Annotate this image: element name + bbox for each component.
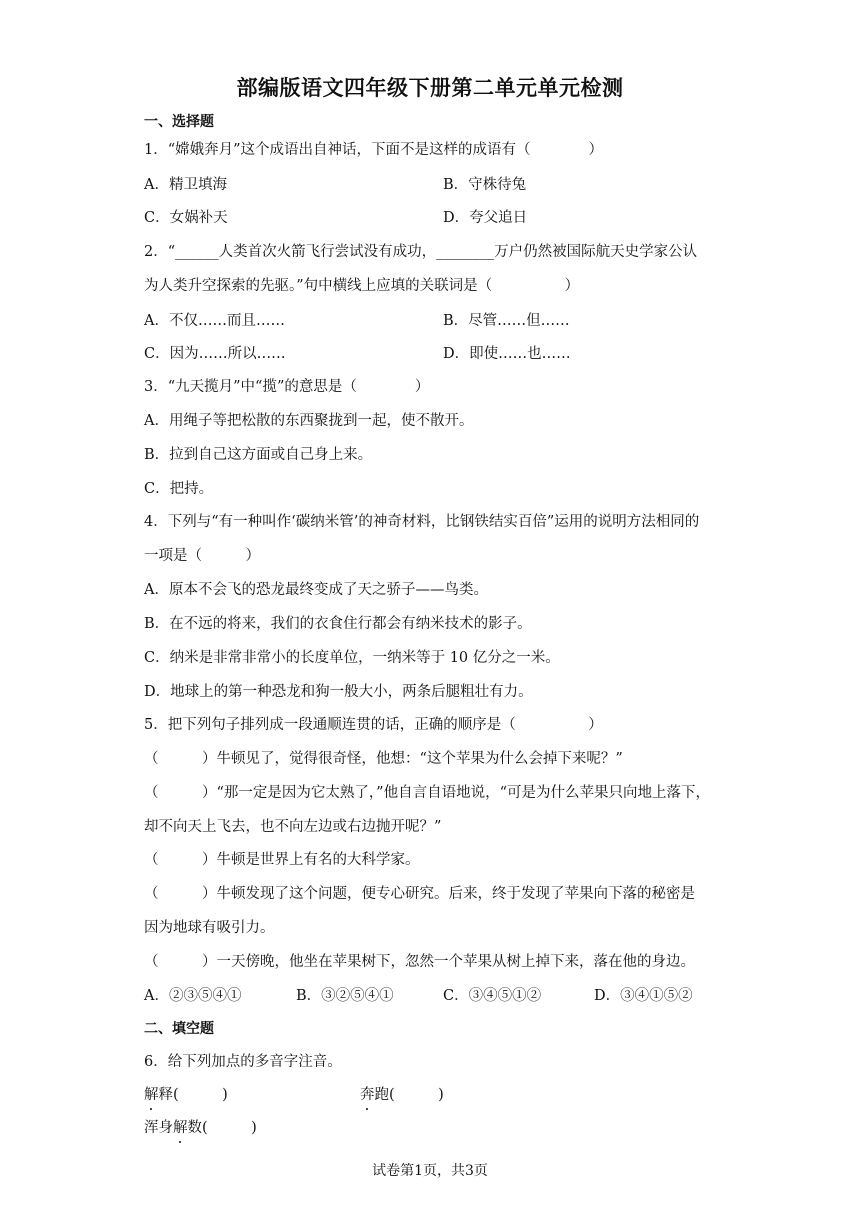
question-6-stem: 6．给下列加点的多音字注音。 [144, 1054, 342, 1070]
question-1-option-c: C．女娲补天 [144, 210, 228, 226]
question-5-option-d: D．③④①⑤② [594, 988, 693, 1004]
question-5-sentence-2-line2: 却不向天上飞去，也不向左边或右边抛开呢？” [144, 819, 442, 835]
question-6-item-1 [144, 1085, 228, 1105]
question-5-sentence-3: （ ）牛顿是世界上有名的大科学家。 [144, 852, 420, 868]
question-4-option-a: A．原本不会飞的恐龙最终变成了天之骄子——鸟类。 [144, 582, 488, 598]
question-3-option-c: C．把持。 [144, 481, 214, 497]
question-5-sentence-4-line1: （ ）牛顿发现了这个问题，便专心研究。后来，终于发现了苹果向下落的秘密是 [144, 886, 695, 902]
question-1-option-a: A．精卫填海 [144, 177, 227, 193]
dotted-char: 解 [144, 1087, 159, 1103]
question-2-stem-line2: 为人类升空探索的先驱。”句中横线上应填的关联词是（ ） [144, 278, 580, 294]
item-prefix: 浑身 [144, 1120, 173, 1136]
question-4-stem-line1: 4．下列与“有一种叫作‘碳纳米管’的神奇材料，比钢铁结实百倍”运用的说明方法相同的 [144, 514, 700, 530]
question-5-sentence-1: （ ）牛顿见了，觉得很奇怪，他想：“这个苹果为什么会掉下来呢？” [144, 751, 623, 767]
page-title: 部编版语文四年级下册第二单元单元检测 [236, 76, 624, 100]
question-2-stem-line1: 2．“______人类首次火箭飞行尝试没有成功，________万户仍然被国际航天史学家公认 [144, 244, 698, 260]
page-footer: 试卷第1页，共3页 [372, 1163, 488, 1179]
dotted-char: 奔 [360, 1087, 375, 1103]
question-2-option-d: D．即使……也…… [443, 346, 571, 362]
question-5-sentence-5: （ ）一天傍晚，他坐在苹果树下，忽然一个苹果从树上掉下来，落在他的身边。 [144, 954, 695, 970]
question-5-sentence-2-line1: （ ）“那一定是因为它太熟了，”他自言自语地说，“可是为什么苹果只向地上落下， [144, 785, 710, 801]
item-text: 数( ) [187, 1120, 257, 1136]
question-2-option-b: B．尽管……但…… [443, 313, 570, 329]
question-2-option-c: C．因为……所以…… [144, 346, 286, 362]
question-3-stem: 3．“九天揽月”中“揽”的意思是（ ） [144, 379, 430, 395]
question-3-option-b: B．拉到自己这方面或自己身上来。 [144, 447, 373, 463]
section-heading-fill: 二、填空题 [144, 1021, 214, 1037]
section-heading-choice: 一、选择题 [144, 114, 214, 130]
question-1-stem: 1．“嫦娥奔月”这个成语出自神话，下面不是这样的成语有（ ） [144, 142, 604, 158]
item-text: 释( ) [158, 1087, 228, 1103]
question-5-stem: 5．把下列句子排列成一段通顺连贯的话，正确的顺序是（ ） [144, 717, 603, 733]
question-5-option-a: A．②③⑤④① [144, 988, 242, 1004]
dotted-char: 解 [173, 1120, 188, 1136]
question-4-option-c: C．纳米是非常非常小的长度单位，一纳米等于 10 亿分之一米。 [144, 650, 560, 666]
question-3-option-a: A．用绳子等把松散的东西聚拢到一起，使不散开。 [144, 413, 474, 429]
question-5-option-c: C．③④⑤①② [443, 988, 542, 1004]
question-5-sentence-4-line2: 因为地球有吸引力。 [144, 920, 275, 936]
question-2-option-a: A．不仅……而且…… [144, 313, 285, 329]
question-6-item-3 [144, 1118, 257, 1138]
question-6-item-2 [360, 1085, 444, 1105]
question-4-option-d: D．地球上的第一种恐龙和狗一般大小，两条后腿粗壮有力。 [144, 684, 533, 700]
question-1-option-b: B．守株待兔 [443, 177, 527, 193]
question-5-option-b: B．③②⑤④① [296, 988, 394, 1004]
item-text: 跑( ) [374, 1087, 444, 1103]
question-4-option-b: B．在不远的将来，我们的衣食住行都会有纳米技术的影子。 [144, 616, 532, 632]
question-1-option-d: D．夸父追日 [443, 210, 528, 226]
question-4-stem-line2: 一项是（ ） [144, 548, 260, 564]
